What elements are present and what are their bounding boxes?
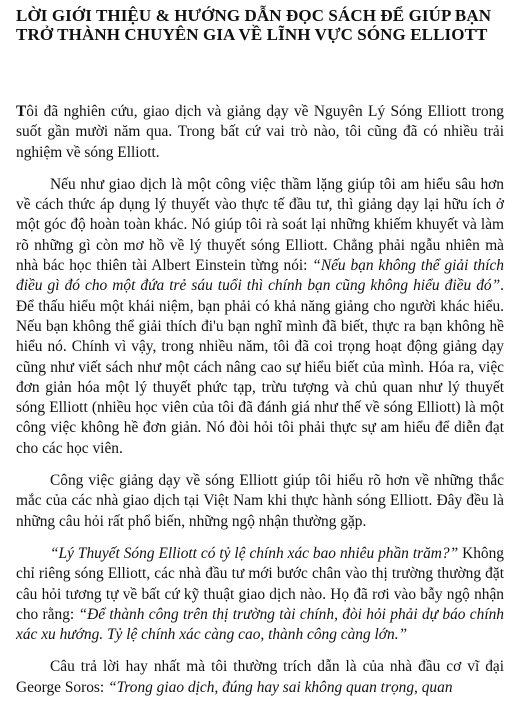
paragraph-4-text: Không chỉ riêng sóng Elliott, các nhà đầu tư mới bước chân vào thị trường thường đặt câu hỏi tương tự về bất cứ kỹ thuật giao dịch nào. Họ đã rơi vào bẫy ngộ nhận cho rằng: [16,544,504,623]
einstein-quote: “Nếu bạn không thể giải thích điều gì đó cho một đứa trẻ sáu tuổi thì chính bạn cũng không hiểu điều đó” [16,257,504,295]
paragraph-1-text: ôi đã nghiên cứu, giao dịch và giảng dạy về Nguyên Lý Sóng Elliott trong suốt gần mười năm qua. Trong bất cứ vai trò nào, tôi cũng đã có nhiều trải nghiệm về sóng Elliott. [16,103,504,161]
title-spacer [16,44,504,102]
paragraph-5 [16,657,504,698]
paragraph-5-text: Câu trả lời hay nhất mà tôi thường trích dẫn là của nhà đầu cơ vĩ đại George Soros: [16,658,504,696]
soros-quote: “Trong giao dịch, đúng hay sai không quan trọng, quan [108,678,453,696]
paragraph-3 [16,471,504,532]
paragraph-2-text-b: . Để thấu hiểu một khái niệm, bạn phải có khả năng giảng cho người khác hiểu. Nếu bạn không thể giải thích đi'u bạn nghĩ mình đã biết, thực ra bạn không hề hiểu nó. Chính vì vậy, trong nhiều năm, tôi đã coi trọng hoạt động giảng dạy cũng như viết sách như một cách nâng cao sự hiểu biết của mình. Hóa ra, việc đơn giản hóa một lý thuyết phức tạp, trừu tượng và chủ quan như lý thuyết sóng Elliott (nhiều học viên của tôi đã đánh giá như thế về sóng Elliott) là một công việc không hề đơn giản. Nó đòi hỏi tôi phải thực sự am hiểu để diễn đạt cho các học viên. [16,277,504,457]
document-title: LỜI GIỚI THIỆU & HƯỚNG DẪN ĐỌC SÁCH ĐỂ GIÚP BẠN TRỞ THÀNH CHUYÊN GIA VỀ LĨNH VỰC SÓNG ELLIOTT [16,6,492,44]
misconception-quote: “Để thành công trên thị trường tài chính, đòi hỏi phải dự báo chính xác xu hướng. Tỷ lệ chính xác càng cao, thành công càng lớn.” [16,605,504,644]
paragraph-2-text-a: Nếu như giao dịch là một công việc thầm lặng giúp tôi am hiểu sâu hơn về cách thức áp dụng lý thuyết vào thực tế đầu tư, thì giảng dạy lại hữu ích ở một góc độ hoàn toàn khác. Nó giúp tôi rà soát lại những khiếm khuyết và làm rõ những gì còn mơ hồ về lý thuyết sóng Elliott. Chẳng phải ngẫu nhiên mà nhà bác học thiên tài Albert Einstein từng nói: [16,175,504,275]
paragraph-1 [16,102,504,163]
question-quote: “Lý Thuyết Sóng Elliott có tỷ lệ chính xác bao nhiêu phần trăm?” [50,544,459,562]
drop-cap-letter: T [16,103,27,120]
paragraph-4 [16,544,504,645]
paragraph-2 [16,175,504,459]
paragraph-3-text: Công việc giảng dạy về sóng Elliott giúp tôi hiểu rõ hơn về những thắc mắc của các nhà giao dịch tại Việt Nam khi thực hành sóng Elliott. Đây đều là những câu hỏi rất phổ biến, những ngộ nhận thường gặp. [16,472,504,530]
